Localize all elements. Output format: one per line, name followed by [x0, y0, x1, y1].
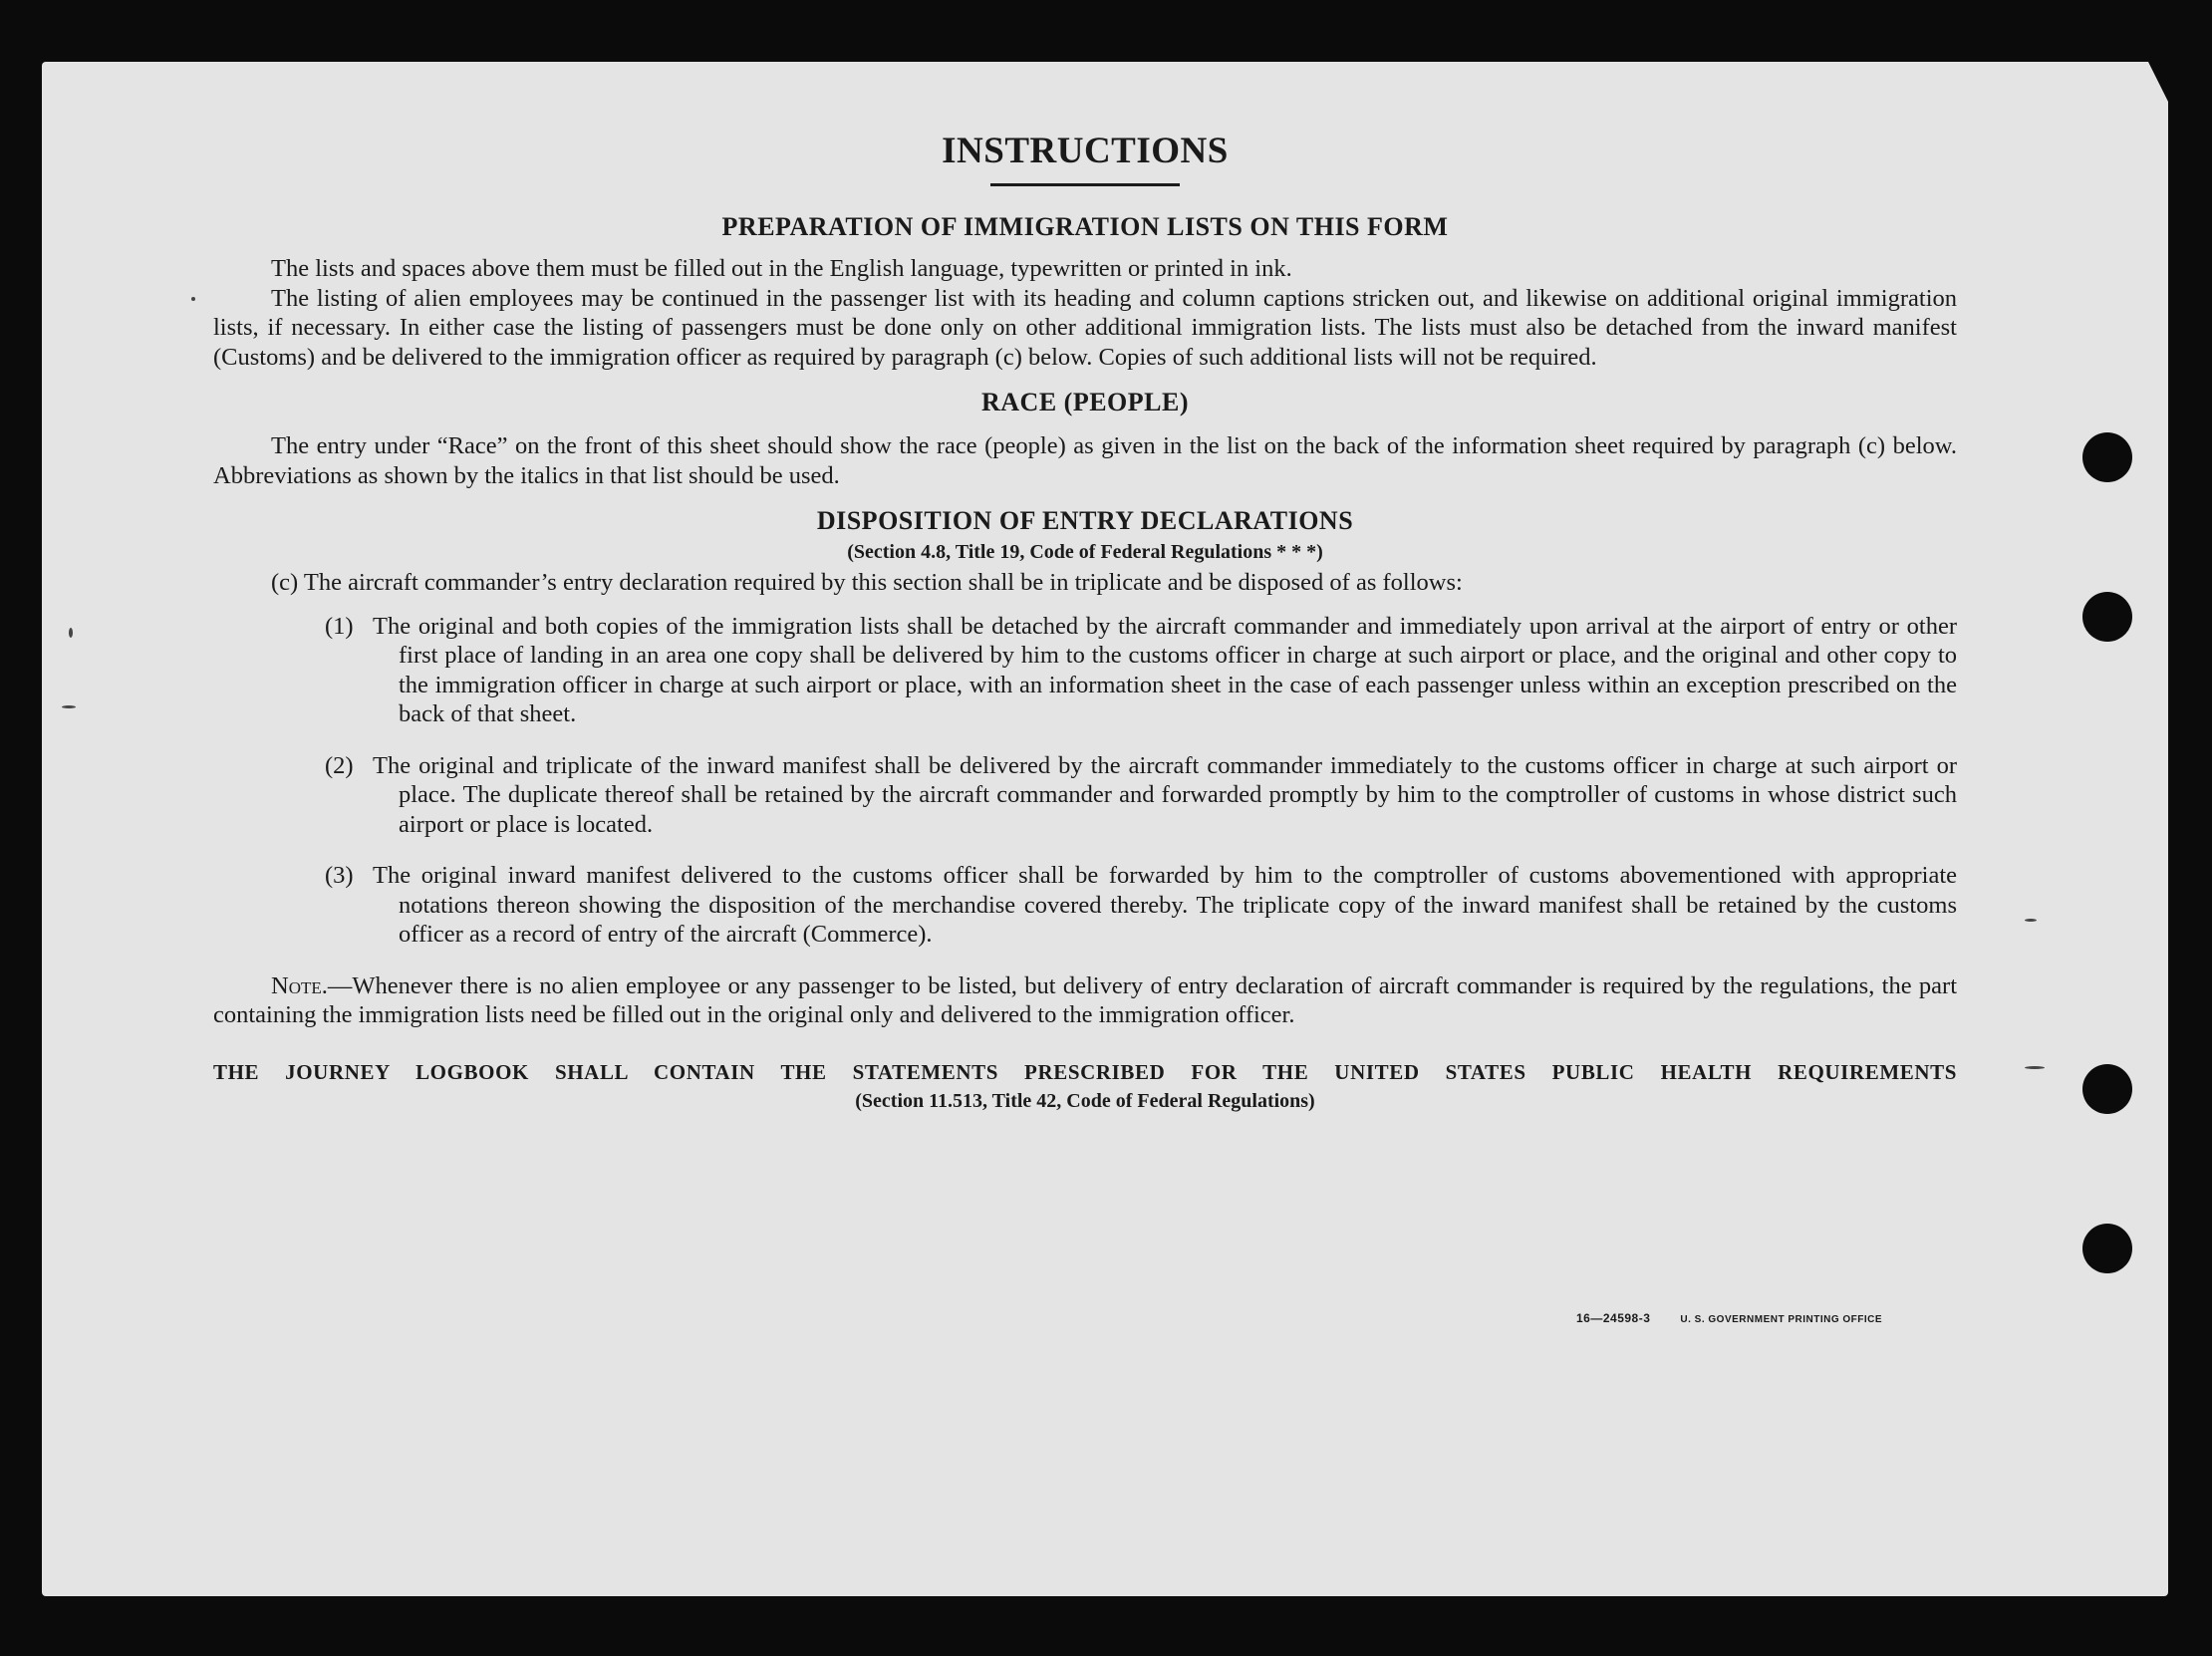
- note-paragraph: [213, 971, 1957, 1030]
- health-statement: THE JOURNEY LOGBOOK SHALL CONTAIN THE STATEMENTS PRESCRIBED FOR THE UNITED STATES PUBLIC HEALTH REQUIREMENTS: [213, 1059, 1957, 1084]
- printer-imprint: [1576, 1311, 1882, 1325]
- instructions-content: [213, 128, 1957, 1114]
- preparation-paragraph: The lists and spaces above them must be filled out in the English language, typewritten or printed in ink.: [271, 255, 1292, 282]
- disposition-intro: (c) The aircraft commander’s entry declaration required by this section shall be in triplicate and be disposed of as follows:: [271, 569, 1463, 596]
- note-text: —Whenever there is no alien employee or any passenger to be listed, but delivery of entry declaration of aircraft commander is required by the regulations, the part containing the immigration lists need be filled out in the original only and delivered to the immigration officer.: [213, 971, 1957, 1028]
- list-item: [213, 612, 1957, 729]
- list-item: [213, 861, 1957, 950]
- item-number: (3): [325, 862, 354, 889]
- race-heading: RACE (PEOPLE): [981, 388, 1189, 416]
- item-text: The original and triplicate of the inward manifest shall be delivered by the aircraft commander immediately to the customs officer in charge at such airport or place. The duplicate thereof shall be retained by the aircraft commander and forwarded promptly by him to the comptroller of customs in whose district such airport or place is located.: [373, 751, 1957, 838]
- printer-name: U. S. GOVERNMENT PRINTING OFFICE: [1680, 1314, 1883, 1325]
- scan-speck: [2025, 919, 2037, 922]
- punch-hole: [2082, 1224, 2132, 1273]
- punch-hole: [2082, 592, 2132, 642]
- list-item: [213, 751, 1957, 840]
- page-title: INSTRUCTIONS: [942, 131, 1229, 171]
- item-text: The original and both copies of the immigration lists shall be detached by the aircraft commander and immediately upon arrival at the airport of entry or other first place of landing in an area one copy shall be delivered by him to the customs officer in charge at such airport or place, and the original and other copy to the immigration officer in charge at such airport or place, with an information sheet in the case of each passenger unless within an exception prescribed on the back of that sheet.: [373, 612, 1957, 727]
- health-citation: (Section 11.513, Title 42, Code of Federal Regulations): [855, 1089, 1315, 1112]
- scan-speck: [69, 628, 73, 638]
- disposition-heading: DISPOSITION OF ENTRY DECLARATIONS: [816, 506, 1354, 535]
- note-label: Note.: [271, 971, 328, 999]
- form-number: 16—24598-3: [1576, 1311, 1651, 1325]
- scan-speck: [2025, 1066, 2045, 1069]
- scan-speck: [191, 297, 195, 301]
- item-number: (2): [325, 751, 354, 779]
- punch-hole: [2082, 1064, 2132, 1114]
- disposition-citation: (Section 4.8, Title 19, Code of Federal Regulations * * *): [847, 541, 1323, 563]
- punch-hole: [2082, 432, 2132, 482]
- race-paragraph: The entry under “Race” on the front of this sheet should show the race (people) as given in the list on the back of the information sheet required by paragraph (c) below. Abbreviations as shown by the italics in that list should be used.: [213, 432, 1957, 489]
- item-number: (1): [325, 612, 354, 640]
- preparation-paragraph: The listing of alien employees may be continued in the passenger list with its heading and column captions stricken out, and likewise on additional original immigration lists, if necessary. In either case the listing of passengers must be done only on other additional immigration lists. The lists must also be detached from the inward manifest (Customs) and be delivered to the immigration officer as required by paragraph (c) below. Copies of such additional lists will not be required.: [213, 284, 1957, 371]
- item-text: The original inward manifest delivered to the customs officer shall be forwarded by him to the comptroller of customs abovementioned with appropriate notations thereon showing the disposition of the merchandise covered thereby. The triplicate copy of the inward manifest shall be retained by the customs officer as a record of entry of the aircraft (Commerce).: [373, 862, 1957, 948]
- title-underline: [990, 183, 1180, 186]
- scan-speck: [62, 705, 76, 708]
- disposition-list: [213, 612, 1957, 950]
- preparation-heading: PREPARATION OF IMMIGRATION LISTS ON THIS FORM: [721, 212, 1449, 241]
